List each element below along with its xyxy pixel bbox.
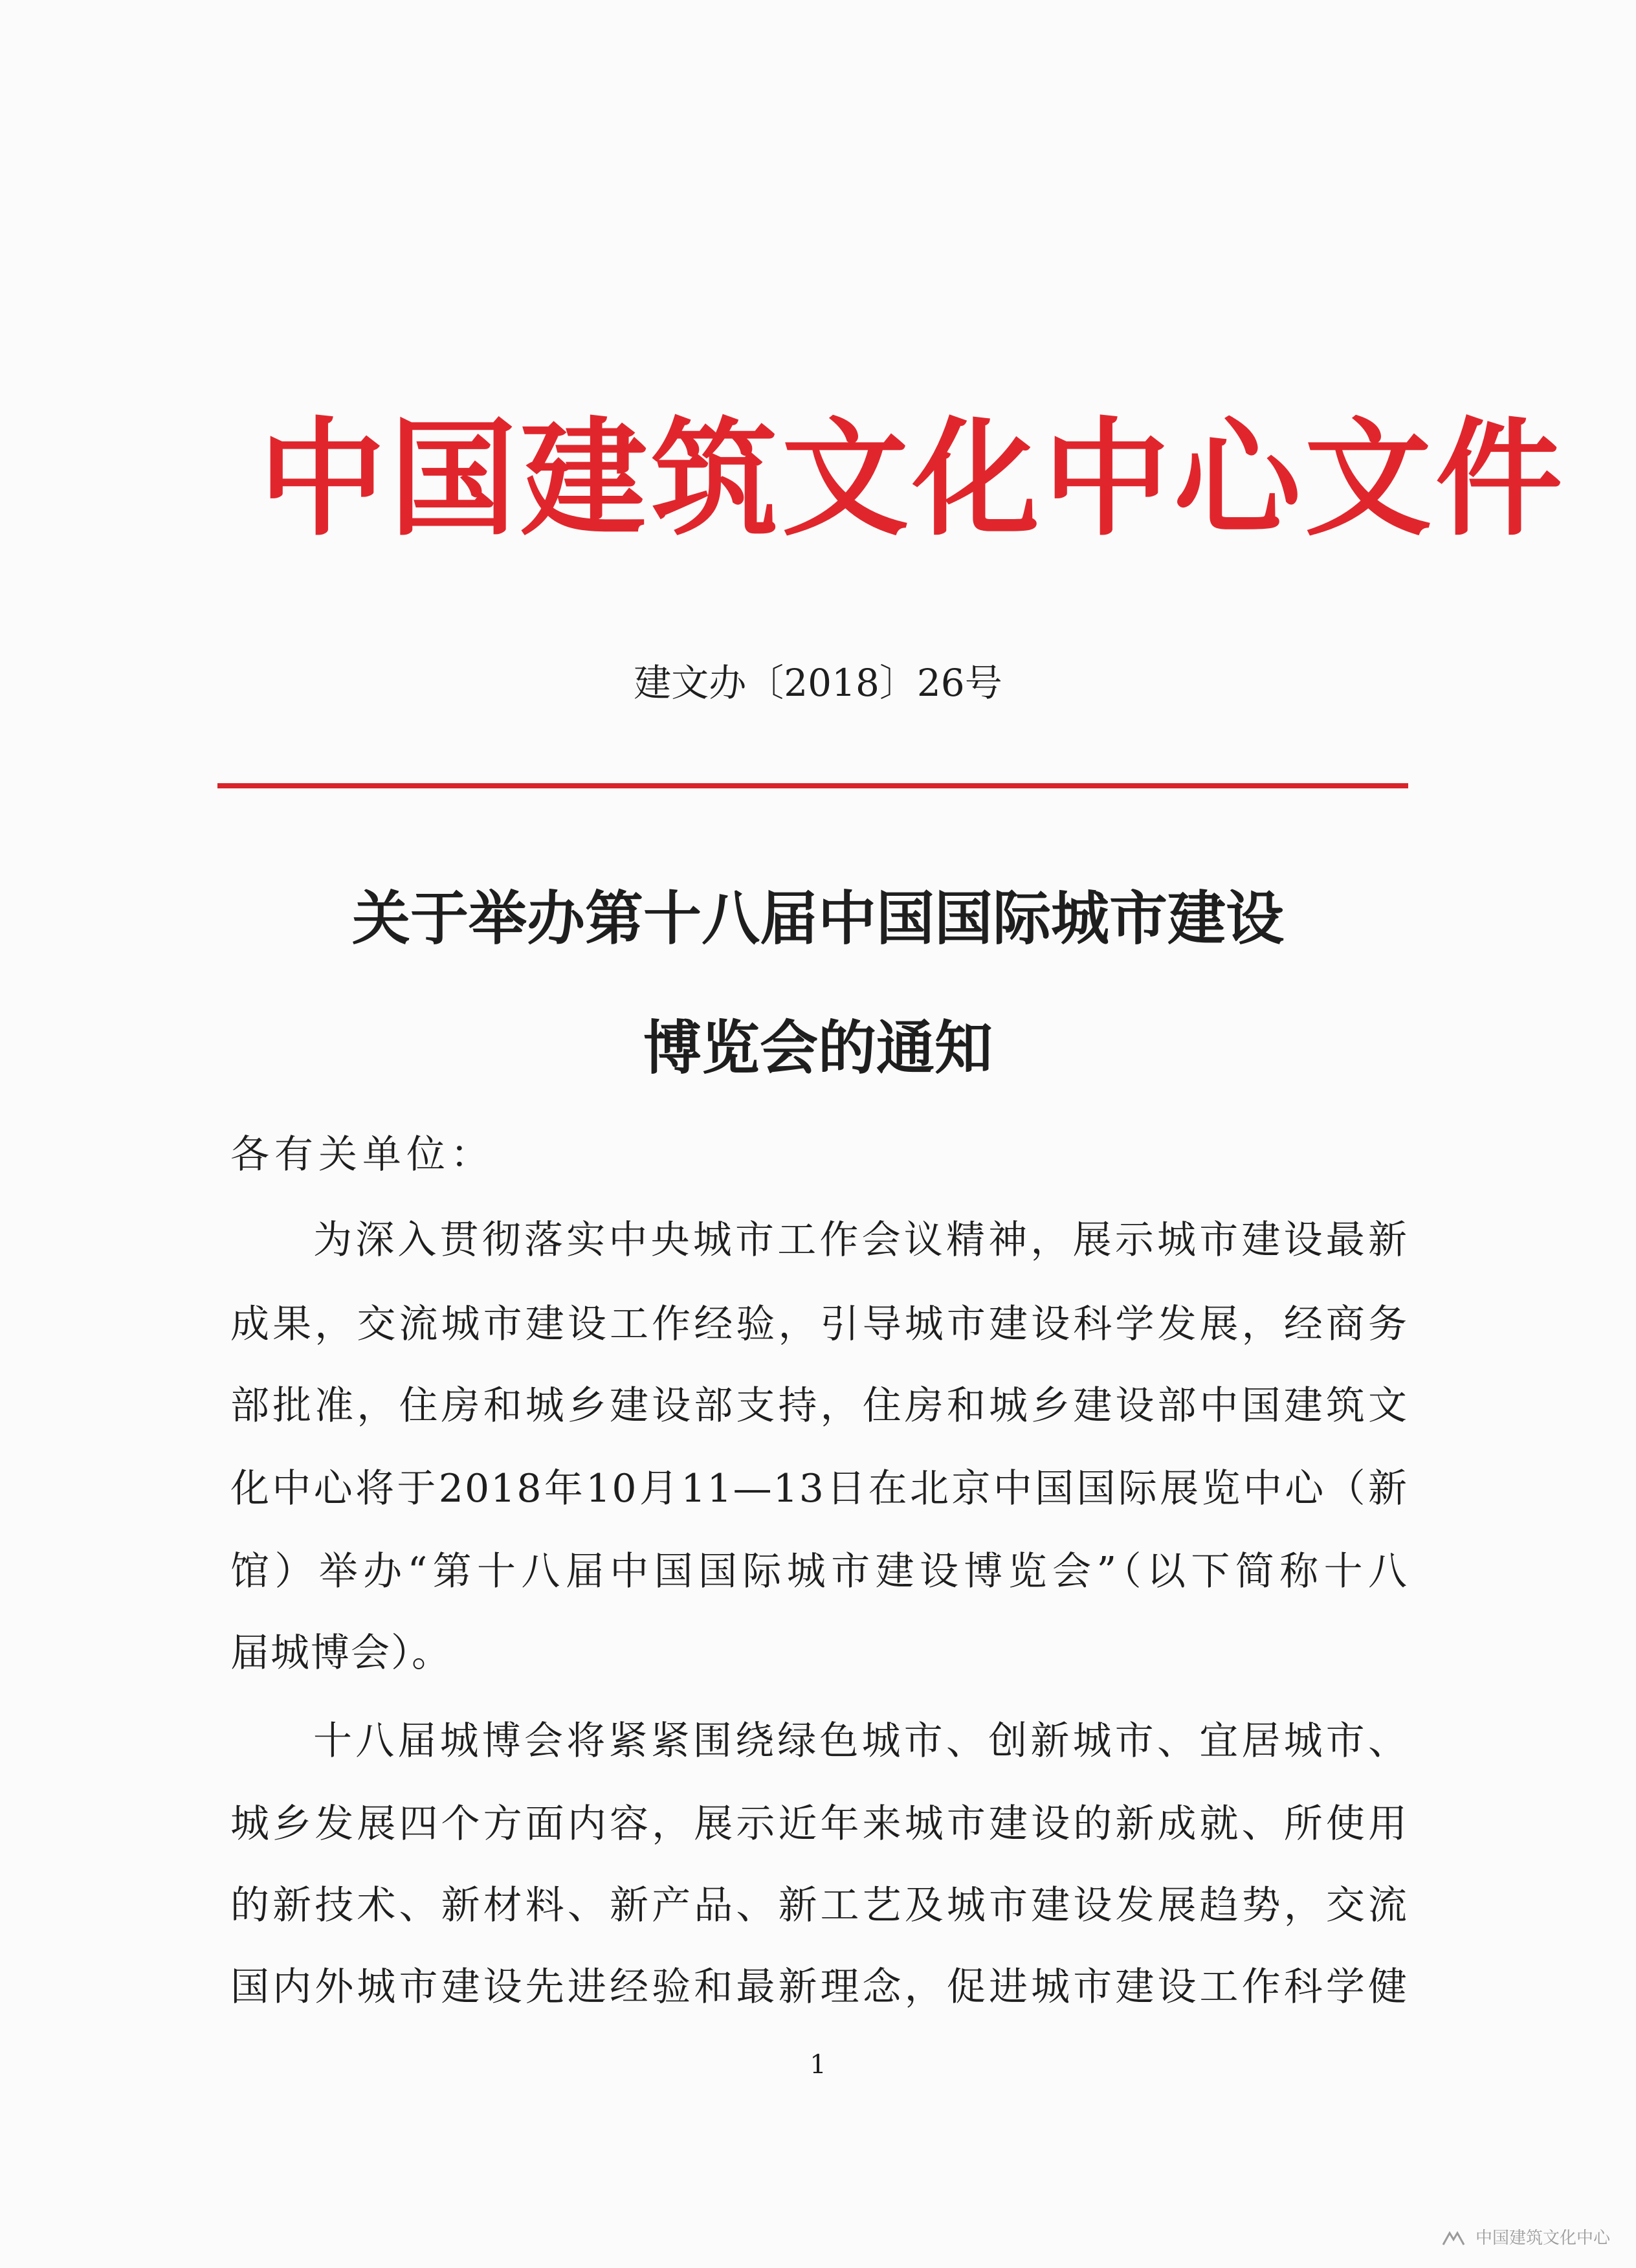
body-line: 为深入贯彻落实中央城市工作会议精神，展示城市建设最新	[313, 1217, 1408, 1263]
body-line: 国内外城市建设先进经验和最新理念，促进城市建设工作科学健	[230, 1964, 1408, 2010]
page-number: 1	[810, 2050, 826, 2080]
document-number: 建文办〔2018〕26号	[634, 661, 1002, 705]
red-separator-rule	[217, 783, 1408, 788]
red-header-title: 中国建筑文化中心文件	[259, 405, 1567, 553]
watermark-text: 中国建筑文化中心	[1475, 2229, 1610, 2248]
watermark	[1441, 2225, 1610, 2249]
body-line: 馆）举办“第十八届中国国际城市建设博览会”（以下简称十八	[230, 1549, 1408, 1594]
watermark-logo-icon	[1441, 2230, 1466, 2247]
body-line: 化中心将于2018年10月11—13日在北京中国国际展览中心（新	[230, 1466, 1408, 1511]
salutation: 各有关单位：	[230, 1132, 494, 1177]
body-line: 部批准，住房和城乡建设部支持，住房和城乡建设部中国建筑文	[230, 1383, 1408, 1429]
body-line: 成果，交流城市建设工作经验，引导城市建设科学发展，经商务	[230, 1302, 1408, 1347]
body-line: 届城博会）。	[230, 1630, 452, 1676]
body-line: 的新技术、新材料、新产品、新工艺及城市建设发展趋势，交流	[230, 1883, 1408, 1928]
notice-title-line-1: 关于举办第十八届中国国际城市建设	[352, 885, 1284, 953]
notice-title-line-2: 博览会的通知	[643, 1014, 993, 1082]
body-line: 十八届城博会将紧紧围绕绿色城市、创新城市、宜居城市、	[313, 1718, 1408, 1764]
body-line: 城乡发展四个方面内容，展示近年来城市建设的新成就、所使用	[230, 1801, 1408, 1847]
